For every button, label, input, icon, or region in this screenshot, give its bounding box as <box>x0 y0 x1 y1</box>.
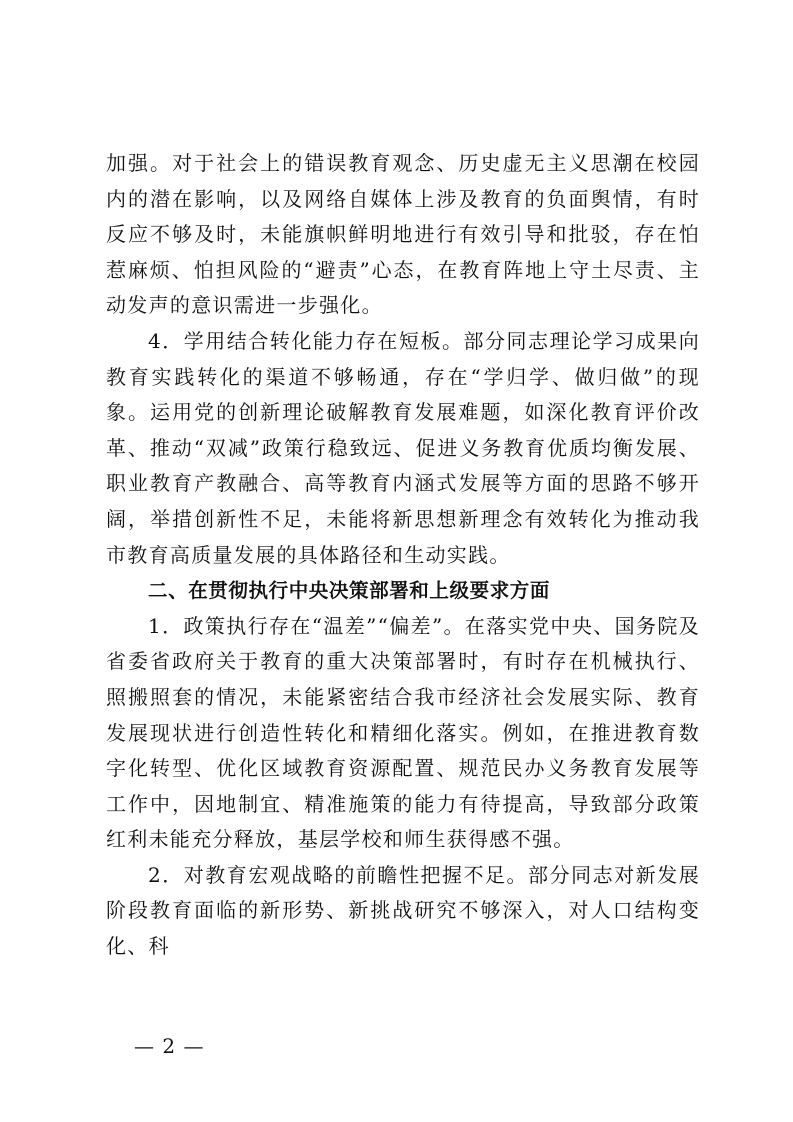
paragraph-continuation: 加强。对于社会上的错误教育观念、历史虚无主义思潮在校园内的潜在影响，以及网络自媒体上涉及教育的负面舆情，有时反应不够及时，未能旗帜鲜明地进行有效引导和批驳，存在怕惹麻烦、怕担风险的“避责”心态，在教育阵地上守土尽责、主动发声的意识需进一步强化。 <box>106 151 700 318</box>
section-heading: 二、在贯彻执行中央决策部署和上级要求方面 <box>148 579 551 603</box>
document-body <box>106 146 700 965</box>
paragraph-item-2: 2．对教育宏观战略的前瞻性把握不足。部分同志对新发展阶段教育面临的新形势、新挑战研究不够深入，对人口结构变化、科 <box>106 862 700 959</box>
paragraph-item-4: 4．学用结合转化能力存在短板。部分同志理论学习成果向教育实践转化的渠道不够畅通，存在“学归学、做归做”的现象。运用党的创新理论破解教育发展难题，如深化教育评价改革、推动“双减”政策行稳致远、促进义务教育优质均衡发展、职业教育产教融合、高等教育内涵式发展等方面的思路不够开阔，举措创新性不足，未能将新思想新理念有效转化为推动我市教育高质量发展的具体路径和生动实践。 <box>106 328 700 567</box>
page-number: — 2 — <box>134 1034 205 1058</box>
paragraph-item-1: 1．政策执行存在“温差”“偏差”。在落实党中央、国务院及省委省政府关于教育的重大决策部署时，有时存在机械执行、照搬照套的情况，未能紧密结合我市经济社会发展实际、教育发展现状进行创造性转化和精细化落实。例如，在推进教育数字化转型、优化区域教育资源配置、规范民办义务教育发展等工作中，因地制宜、精准施策的能力有待提高，导致部分政策红利未能充分释放，基层学校和师生获得感不强。 <box>106 613 700 852</box>
